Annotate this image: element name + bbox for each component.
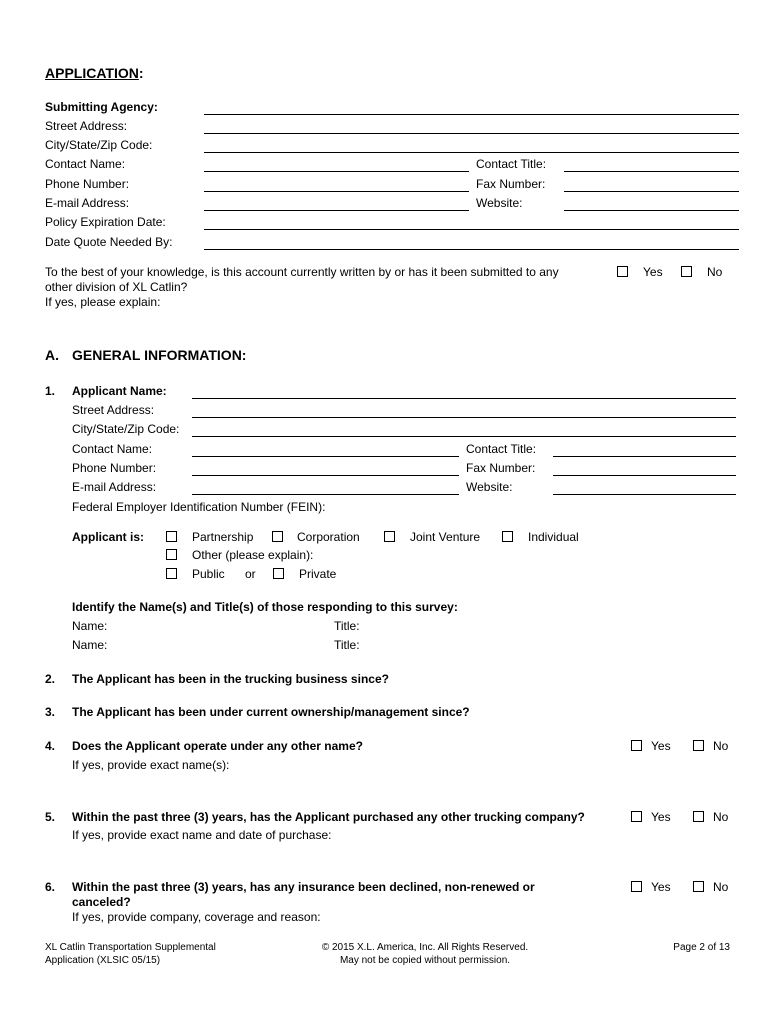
applicant-contact-title-label: Contact Title:	[466, 442, 537, 456]
other-label: Other (please explain):	[192, 548, 314, 562]
q4-text: Does the Applicant operate under any other name?	[72, 739, 363, 753]
q6-no-checkbox[interactable]	[693, 881, 704, 892]
application-title-colon: :	[138, 65, 144, 81]
respondent-title-label-1: Title:	[334, 619, 360, 633]
respondent-title-label-2: Title:	[334, 638, 360, 652]
q6-yes-label: Yes	[651, 880, 671, 894]
applicant-contact-title-field[interactable]	[553, 456, 736, 457]
q4-yes-checkbox[interactable]	[631, 740, 642, 751]
policy-expiration-label: Policy Expiration Date:	[45, 215, 166, 229]
q5-yes-checkbox[interactable]	[631, 811, 642, 822]
applicant-email-label: E-mail Address:	[72, 480, 157, 494]
q5-no-label: No	[713, 810, 729, 824]
agency-street-label: Street Address:	[45, 119, 128, 133]
q5-number: 5.	[45, 810, 56, 824]
private-label: Private	[299, 567, 337, 581]
q6-subtext: If yes, provide company, coverage and reason:	[72, 910, 321, 924]
q4-yes-label: Yes	[651, 739, 671, 753]
section-a-title: GENERAL INFORMATION:	[72, 347, 247, 363]
applicant-name-label: Applicant Name:	[72, 384, 167, 398]
applicant-website-label: Website:	[466, 480, 513, 494]
applicant-city-field[interactable]	[192, 436, 736, 437]
catlin-yes-label: Yes	[643, 265, 663, 279]
q6-yes-checkbox[interactable]	[631, 881, 642, 892]
footer-copyright: © 2015 X.L. America, Inc. All Rights Reserved.	[321, 942, 529, 953]
page-number: Page 2 of 13	[673, 942, 730, 953]
individual-label: Individual	[528, 530, 579, 544]
fein-label: Federal Employer Identification Number (FEIN):	[72, 500, 326, 514]
application-title: APPLICATION	[45, 65, 139, 81]
joint-venture-label: Joint Venture	[410, 530, 481, 544]
applicant-phone-field[interactable]	[192, 475, 459, 476]
corporation-label: Corporation	[297, 530, 360, 544]
applicant-website-field[interactable]	[553, 494, 736, 495]
respondent-name-label-2: Name:	[72, 638, 108, 652]
catlin-question-line2: other division of XL Catlin?	[45, 280, 188, 294]
section-a-letter: A.	[45, 347, 59, 363]
agency-email-field[interactable]	[204, 210, 469, 211]
footer-left-line2: Application (XLSIC 05/15)	[45, 955, 161, 966]
applicant-contact-name-field[interactable]	[192, 456, 459, 457]
applicant-street-label: Street Address:	[72, 403, 155, 417]
agency-contact-title-field[interactable]	[564, 171, 739, 172]
agency-contact-name-label: Contact Name:	[45, 157, 126, 171]
q3-text: The Applicant has been under current ownership/management since?	[72, 705, 470, 719]
footer-left-line1: XL Catlin Transportation Supplemental	[45, 942, 216, 953]
catlin-no-label: No	[707, 265, 723, 279]
identify-label: Identify the Name(s) and Title(s) of those responding to this survey:	[72, 600, 458, 614]
q5-yes-label: Yes	[651, 810, 671, 824]
partnership-label: Partnership	[192, 530, 254, 544]
submitting-agency-field[interactable]	[204, 114, 739, 115]
individual-checkbox[interactable]	[502, 531, 513, 542]
agency-website-label: Website:	[476, 196, 523, 210]
q6-number: 6.	[45, 880, 56, 894]
catlin-question-line1: To the best of your knowledge, is this account currently written by or has it been submitted to any	[45, 265, 559, 279]
q2-number: 2.	[45, 672, 56, 686]
applicant-email-field[interactable]	[192, 494, 459, 495]
applicant-fax-field[interactable]	[553, 475, 736, 476]
applicant-city-label: City/State/Zip Code:	[72, 422, 180, 436]
or-label: or	[245, 567, 256, 581]
joint-venture-checkbox[interactable]	[384, 531, 395, 542]
applicant-street-field[interactable]	[192, 417, 736, 418]
date-quote-field[interactable]	[204, 249, 739, 250]
policy-expiration-field[interactable]	[204, 229, 739, 230]
footer-notice: May not be copied without permission.	[339, 955, 511, 966]
q4-subtext: If yes, provide exact name(s):	[72, 758, 230, 772]
catlin-question-line3: If yes, please explain:	[45, 295, 161, 309]
q2-text: The Applicant has been in the trucking business since?	[72, 672, 389, 686]
respondent-name-label-1: Name:	[72, 619, 108, 633]
other-checkbox[interactable]	[166, 549, 177, 560]
agency-website-field[interactable]	[564, 210, 739, 211]
catlin-no-checkbox[interactable]	[681, 266, 692, 277]
q4-no-checkbox[interactable]	[693, 740, 704, 751]
agency-city-label: City/State/Zip Code:	[45, 138, 153, 152]
application-heading	[45, 66, 144, 80]
agency-phone-field[interactable]	[204, 191, 469, 192]
q6-text-line1: Within the past three (3) years, has any insurance been declined, non-renewed or	[72, 880, 535, 894]
agency-contact-title-label: Contact Title:	[476, 157, 547, 171]
corporation-checkbox[interactable]	[272, 531, 283, 542]
q3-number: 3.	[45, 705, 56, 719]
q4-number: 4.	[45, 739, 56, 753]
agency-email-label: E-mail Address:	[45, 196, 130, 210]
q5-text: Within the past three (3) years, has the Applicant purchased any other trucking company?	[72, 810, 585, 824]
agency-fax-label: Fax Number:	[476, 177, 546, 191]
agency-city-field[interactable]	[204, 152, 739, 153]
q6-no-label: No	[713, 880, 729, 894]
public-label: Public	[192, 567, 225, 581]
submitting-agency-label: Submitting Agency:	[45, 100, 158, 114]
q5-subtext: If yes, provide exact name and date of purchase:	[72, 828, 332, 842]
q6-text-line2: canceled?	[72, 895, 131, 909]
agency-fax-field[interactable]	[564, 191, 739, 192]
applicant-fax-label: Fax Number:	[466, 461, 536, 475]
q4-no-label: No	[713, 739, 729, 753]
agency-contact-name-field[interactable]	[204, 171, 469, 172]
applicant-is-label: Applicant is:	[72, 530, 145, 544]
partnership-checkbox[interactable]	[166, 531, 177, 542]
agency-street-field[interactable]	[204, 133, 739, 134]
date-quote-label: Date Quote Needed By:	[45, 235, 173, 249]
catlin-yes-checkbox[interactable]	[617, 266, 628, 277]
applicant-phone-label: Phone Number:	[72, 461, 157, 475]
agency-phone-label: Phone Number:	[45, 177, 130, 191]
applicant-name-field[interactable]	[192, 398, 736, 399]
applicant-contact-name-label: Contact Name:	[72, 442, 153, 456]
q1-number: 1.	[45, 384, 56, 398]
private-checkbox[interactable]	[273, 568, 284, 579]
public-checkbox[interactable]	[166, 568, 177, 579]
q5-no-checkbox[interactable]	[693, 811, 704, 822]
